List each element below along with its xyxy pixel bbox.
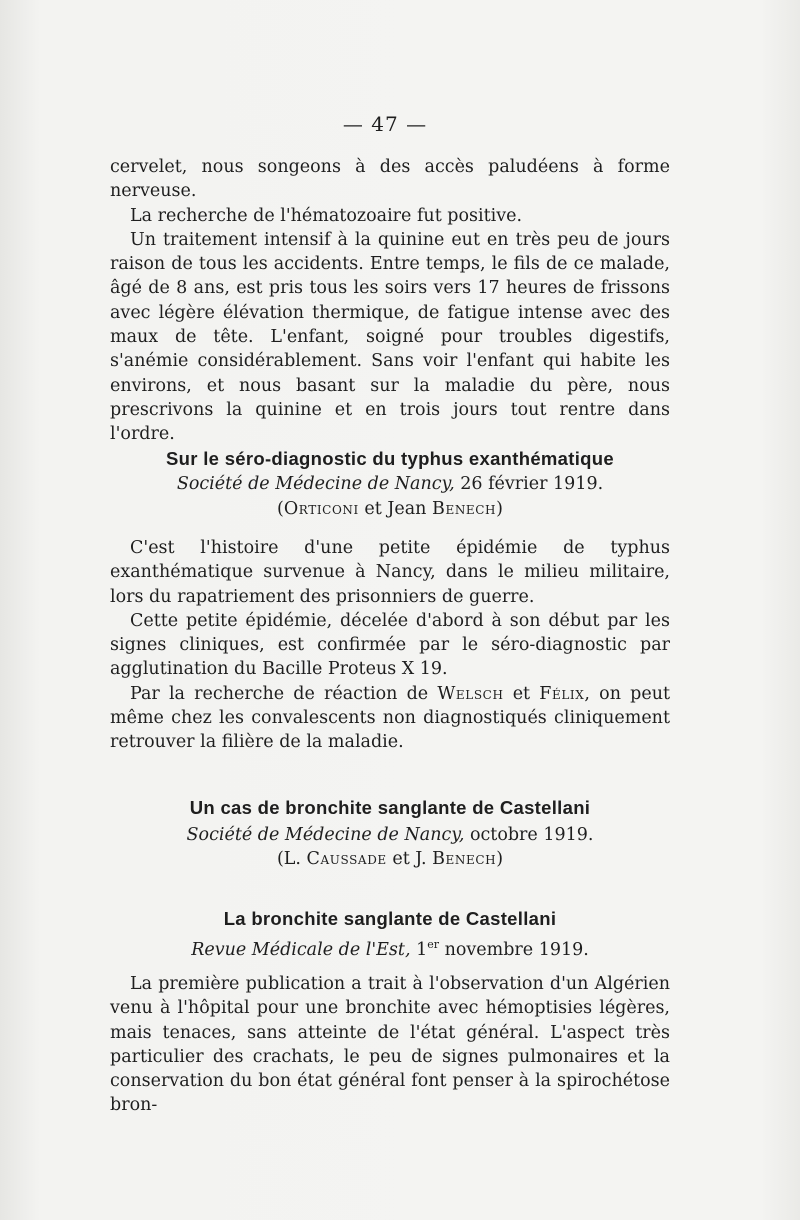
paragraph-hematozoaire: La recherche de l'hématozoaire fut positive. — [130, 205, 523, 226]
section1-paragraph-3: Par la recherche de réaction de Welsch et Félix, on peut même chez les convalescents non diagnostiqués cliniquement retrouver la filière de la maladie. — [110, 683, 671, 753]
section1-paragraph-1: C'est l'histoire d'une petite épidémie de typhus exanthématique survenue à Nancy, dans le milieu militaire, lors du rapatriement des prisonniers de guerre. — [110, 538, 670, 607]
author-benech-2: Benech — [432, 849, 497, 869]
section2-authors: (L. Caussade et J. Benech) — [276, 849, 504, 869]
name-felix: Félix — [539, 683, 585, 704]
section1-source-journal: Société de Médecine de Nancy, — [176, 474, 455, 494]
section1-source-date: 26 février 1919. — [454, 474, 604, 494]
section3-paragraph: La première publication a trait à l'observation d'un Algérien venu à l'hôpital pour une bronchite avec hémoptisies légères, mais tenaces, sans atteinte de l'état général. L'aspect très particulier des crachats, le peu de signes pulmonaires et la conservation du bon état général font penser à la spirochétose bron- — [110, 974, 670, 1116]
author-benech: Benech — [432, 499, 497, 519]
paragraph-continuation: cervelet, nous songeons à des accès paludéens à forme nerveuse. — [110, 157, 670, 202]
section3-source-date: novembre 1919. — [439, 939, 589, 960]
paragraph-traitement: Un traitement intensif à la quinine eut en très peu de jours raison de tous les accidents. Entre temps, le fils de ce malade, âgé de 8 ans, est pris tous les soirs vers 17 heures de frissons avec légère élévation thermique, de fatigue intense avec des maux de tête. L'enfant, soigné pour troubles digestifs, s'anémie considérablement. Sans voir l'enfant qui habite les environs, et nous basant sur la maladie du père, nous prescrivons la quinine et en trois jours tout rentre dans l'ordre. — [110, 229, 670, 445]
section2-source — [110, 823, 670, 847]
section2-title: Un cas de bronchite sanglante de Castellani — [189, 797, 591, 818]
section1-paragraph-2: Cette petite épidémie, décelée d'abord à son début par les signes cliniques, est confirmée par le séro-diagnostic par agglutination du Bacille Proteus X 19. — [110, 610, 670, 680]
section2-source-date: octobre 1919. — [464, 825, 594, 845]
name-welsch: Welsch — [437, 683, 504, 704]
section3-body — [110, 972, 670, 1118]
top-text-block — [110, 155, 670, 447]
section1-authors: (Orticoni et Jean Benech) — [277, 499, 503, 519]
section1-title: Sur le séro-diagnostic du typhus exanthématique — [166, 448, 614, 469]
section1-source — [110, 472, 670, 496]
section3-source: Revue Médicale de l'Est, 1er novembre 1919. — [191, 938, 589, 960]
section2-source-journal: Société de Médecine de Nancy, — [186, 825, 465, 845]
page-number: — 47 — — [342, 112, 428, 136]
section3-source-journal: Revue Médicale de l'Est, — [191, 939, 411, 960]
author-caussade: Caussade — [306, 849, 387, 869]
author-orticoni: Orticoni — [283, 499, 359, 519]
section3-title: La bronchite sanglante de Castellani — [223, 908, 557, 929]
section1-body — [110, 536, 670, 755]
